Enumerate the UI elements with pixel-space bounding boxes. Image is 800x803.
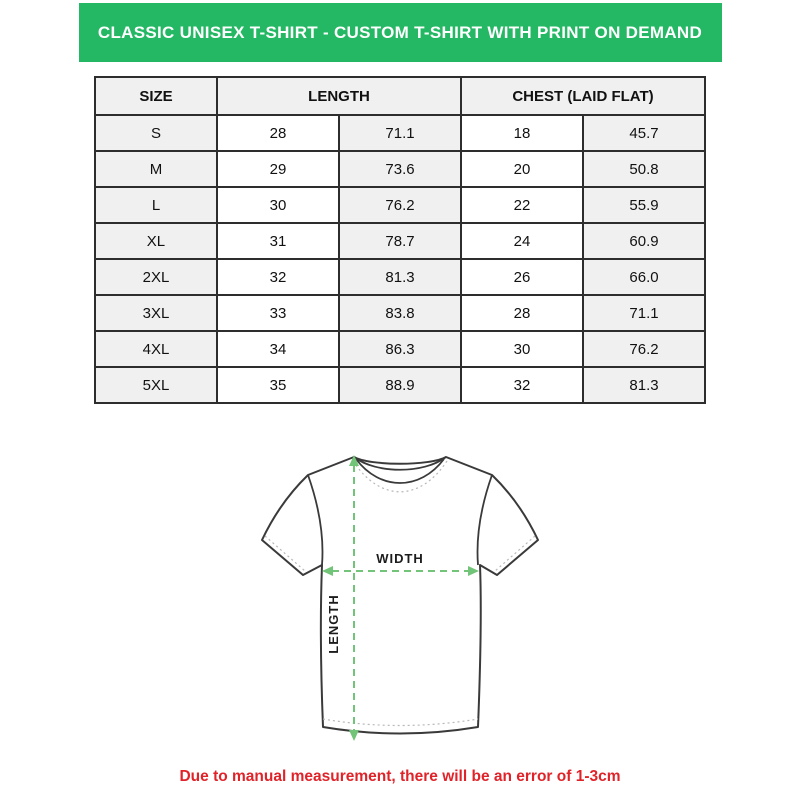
length-in-cell: 34: [217, 331, 339, 367]
chest-in-cell: 30: [461, 331, 583, 367]
chest-cm-cell: 60.9: [583, 223, 705, 259]
table-row: [95, 259, 705, 295]
chest-in-cell: 22: [461, 187, 583, 223]
table-row: [95, 331, 705, 367]
title-banner: [79, 3, 722, 62]
tshirt-measurement-diagram: [250, 447, 550, 752]
disclaimer-text: Due to manual measurement, there will be an error of 1-3cm: [179, 768, 621, 785]
length-arrow-bottom-icon: [349, 730, 359, 741]
chest-cm-cell: 55.9: [583, 187, 705, 223]
length-cm-cell: 81.3: [339, 259, 461, 295]
tshirt-diagram-svg: [250, 447, 550, 752]
chest-in-cell: 32: [461, 367, 583, 403]
chest-cm-cell: 76.2: [583, 331, 705, 367]
length-in-cell: 29: [217, 151, 339, 187]
length-label: LENGTH: [326, 594, 341, 654]
table-row: [95, 367, 705, 403]
size-cell: 4XL: [95, 331, 217, 367]
chest-cm-cell: 81.3: [583, 367, 705, 403]
size-cell: L: [95, 187, 217, 223]
table-row: [95, 187, 705, 223]
size-cell: 2XL: [95, 259, 217, 295]
col-header-size: SIZE: [95, 77, 217, 115]
table-row: [95, 223, 705, 259]
size-cell: M: [95, 151, 217, 187]
col-header-length: LENGTH: [217, 77, 461, 115]
length-in-cell: 32: [217, 259, 339, 295]
length-cm-cell: 71.1: [339, 115, 461, 151]
table-row: [95, 115, 705, 151]
table-row: [95, 151, 705, 187]
col-header-chest: CHEST (LAID FLAT): [461, 77, 705, 115]
length-in-cell: 30: [217, 187, 339, 223]
table-row: [95, 295, 705, 331]
length-in-cell: 28: [217, 115, 339, 151]
width-label: WIDTH: [376, 551, 424, 566]
header-row: [95, 77, 705, 115]
chest-cm-cell: 50.8: [583, 151, 705, 187]
size-chart-table: [94, 76, 706, 404]
size-cell: 5XL: [95, 367, 217, 403]
tshirt-outline: [262, 457, 538, 734]
length-cm-cell: 76.2: [339, 187, 461, 223]
chest-cm-cell: 71.1: [583, 295, 705, 331]
chest-in-cell: 26: [461, 259, 583, 295]
chest-in-cell: 24: [461, 223, 583, 259]
size-cell: 3XL: [95, 295, 217, 331]
page-title: CLASSIC UNISEX T-SHIRT - CUSTOM T-SHIRT WITH PRINT ON DEMAND: [97, 22, 703, 42]
chest-in-cell: 28: [461, 295, 583, 331]
length-in-cell: 31: [217, 223, 339, 259]
measurement-disclaimer: [0, 768, 800, 786]
size-chart-header: [95, 77, 705, 115]
length-in-cell: 35: [217, 367, 339, 403]
length-cm-cell: 88.9: [339, 367, 461, 403]
length-cm-cell: 83.8: [339, 295, 461, 331]
length-in-cell: 33: [217, 295, 339, 331]
chest-in-cell: 18: [461, 115, 583, 151]
length-cm-cell: 78.7: [339, 223, 461, 259]
chest-cm-cell: 45.7: [583, 115, 705, 151]
length-cm-cell: 73.6: [339, 151, 461, 187]
size-cell: XL: [95, 223, 217, 259]
size-chart-body: [95, 115, 705, 403]
chest-in-cell: 20: [461, 151, 583, 187]
chest-cm-cell: 66.0: [583, 259, 705, 295]
size-cell: S: [95, 115, 217, 151]
length-cm-cell: 86.3: [339, 331, 461, 367]
